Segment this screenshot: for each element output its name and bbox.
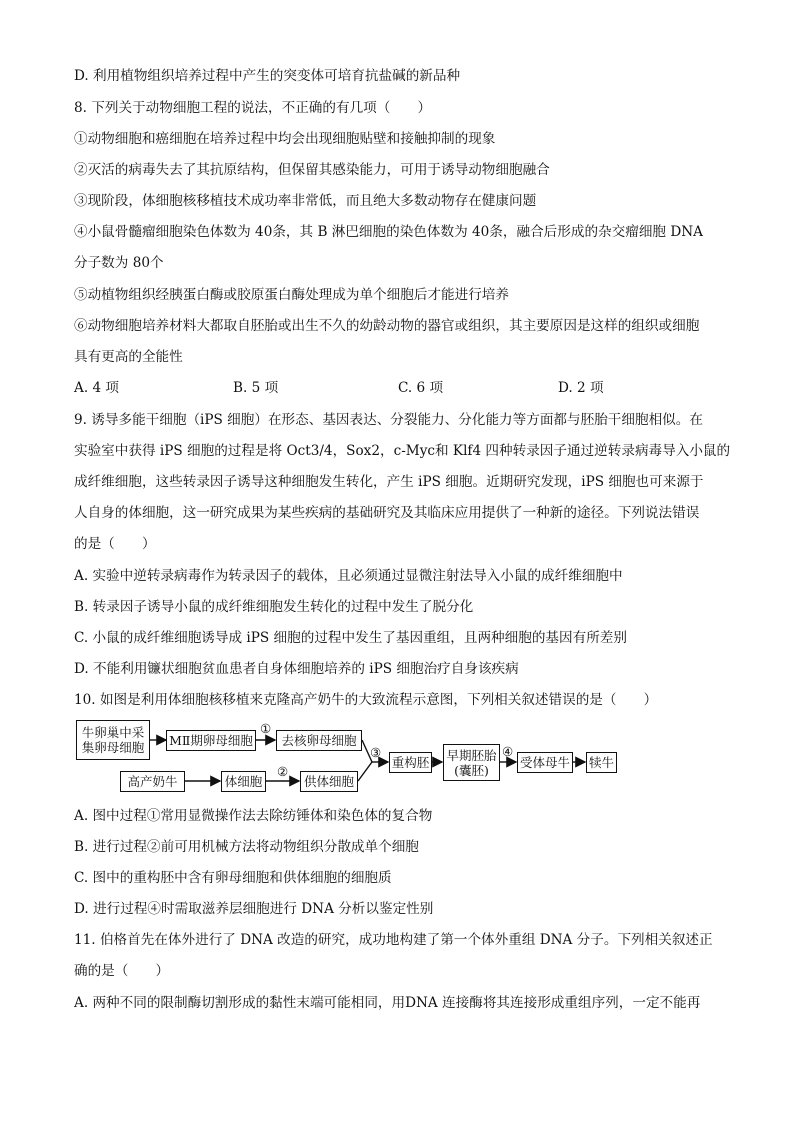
q8-statement-6-cont: 具有更高的全能性 bbox=[74, 349, 183, 365]
q10-option-a: A. 图中过程①常用显微操作法去除纺锤体和染色体的复合物 bbox=[74, 808, 433, 824]
q8-statement-1: ①动物细胞和癌细胞在培养过程中均会出现细胞贴壁和接触抑制的现象 bbox=[74, 131, 496, 147]
q10-option-b: B. 进行过程②前可用机械方法将动物组织分散成单个细胞 bbox=[74, 839, 419, 855]
box-donor-cell bbox=[300, 771, 358, 792]
q8-stem: 8. 下列关于动物细胞工程的说法，不正确的有几项（ ） bbox=[74, 100, 432, 116]
q7-option-d: D. 利用植物组织培养过程中产生的突变体可培育抗盐碱的新品种 bbox=[74, 68, 461, 84]
box-calf bbox=[586, 752, 617, 773]
q10-stem: 10. 如图是利用体细胞核移植来克隆高产奶牛的大致流程示意图，下列相关叙述错误的是（ ） bbox=[74, 692, 658, 708]
step-3-label: ③ bbox=[370, 745, 382, 760]
box-enucleated-oocyte-label: 去核卵母细胞 bbox=[281, 733, 357, 748]
q8-statement-4: ④小鼠骨髓瘤细胞染色体数为 40条，其 B 淋巴细胞的染色体数为 40条，融合后形成的杂交瘤细胞 DNA bbox=[74, 224, 703, 240]
q11-option-a: A. 两种不同的限制酶切割形成的黏性末端可能相同，用DNA 连接酶将其连接形成重组序列，一定不能再 bbox=[74, 995, 701, 1011]
step-1-label: ① bbox=[260, 721, 272, 736]
box-donor-cell-label: 供体细胞 bbox=[303, 774, 354, 789]
box-enucleated-oocyte bbox=[276, 730, 362, 751]
box-early-embryo-line2: (囊胚) bbox=[454, 762, 489, 778]
box-recipient-cow bbox=[517, 752, 573, 773]
box-calf-label: 犊牛 bbox=[588, 755, 614, 770]
q9-stem-5: 的是（ ） bbox=[74, 536, 156, 552]
box-somatic-cell bbox=[221, 771, 266, 792]
box-early-embryo bbox=[443, 744, 500, 781]
q8-option-b: B. 5 项 bbox=[233, 380, 279, 396]
box-reconstructed-embryo-label: 重构胚 bbox=[391, 755, 430, 770]
q9-option-b: B. 转录因子诱导小鼠的成纤维细胞发生转化的过程中发生了脱分化 bbox=[74, 599, 474, 615]
box-high-yield-cow-label: 高产奶牛 bbox=[127, 774, 178, 789]
q9-stem-3: 成纤维细胞，这些转录因子诱导这种细胞发生转化，产生 iPS 细胞。近期研究发现，iPS 细胞也可来源于 bbox=[74, 474, 704, 490]
q8-option-c: C. 6 项 bbox=[398, 380, 444, 396]
q8-statement-6: ⑥动物细胞培养材料大都取自胚胎或出生不久的幼龄动物的器官或组织，其主要原因是这样的组织或细胞 bbox=[74, 318, 700, 334]
box-collect-oocytes-line2: 集卵母细胞 bbox=[81, 740, 145, 755]
q8-option-d: D. 2 项 bbox=[558, 380, 604, 396]
q9-option-d: D. 不能利用镰状细胞贫血患者自身体细胞培养的 iPS 细胞治疗自身该疾病 bbox=[74, 661, 519, 677]
q9-stem-2: 实验室中获得 iPS 细胞的过程是将 Oct3/4，Sox2，c-Myc和 Klf4 四种转录因子通过逆转录病毒导入小鼠的 bbox=[74, 443, 731, 459]
box-reconstructed-embryo bbox=[389, 752, 432, 773]
q9-stem-1: 9. 诱导多能干细胞（iPS 细胞）在形态、基因表达、分裂能力、分化能力等方面都与胚胎干细胞相似。在 bbox=[74, 412, 703, 428]
q9-option-c: C. 小鼠的成纤维细胞诱导成 iPS 细胞的过程中发生了基因重组，且两种细胞的基因有所差别 bbox=[74, 630, 627, 646]
box-mii-oocyte bbox=[166, 730, 256, 751]
q8-statement-4-cont: 分子数为 80个 bbox=[74, 255, 164, 271]
q11-stem-1: 11. 伯格首先在体外进行了 DNA 改造的研究，成功地构建了第一个体外重组 DNA 分子。下列相关叙述正 bbox=[74, 932, 713, 948]
box-recipient-cow-label: 受体母牛 bbox=[519, 755, 570, 770]
box-mii-oocyte-label: MⅡ期卵母细胞 bbox=[169, 733, 253, 748]
box-somatic-cell-label: 体细胞 bbox=[224, 774, 263, 789]
box-collect-oocytes bbox=[76, 720, 150, 760]
q8-statement-5: ⑤动植物组织经胰蛋白酶或胶原蛋白酶处理成为单个细胞后才能进行培养 bbox=[74, 287, 509, 303]
q8-option-a: A. 4 项 bbox=[74, 380, 120, 396]
q8-statement-2: ②灭活的病毒失去了其抗原结构，但保留其感染能力，可用于诱导动物细胞融合 bbox=[74, 162, 550, 178]
box-high-yield-cow bbox=[120, 771, 185, 792]
q9-option-a: A. 实验中逆转录病毒作为转录因子的载体，且必须通过显微注射法导入小鼠的成纤维细胞中 bbox=[74, 568, 623, 584]
q11-stem-2: 确的是（ ） bbox=[74, 963, 170, 979]
q8-statement-3: ③现阶段，体细胞核移植技术成功率非常低，而且绝大多数动物存在健康问题 bbox=[74, 193, 537, 209]
box-early-embryo-line1: 早期胚胎 bbox=[446, 747, 497, 763]
step-4-label: ④ bbox=[502, 744, 514, 759]
step-2-label: ② bbox=[277, 764, 289, 779]
box-collect-oocytes-line1: 牛卵巢中采 bbox=[81, 725, 145, 740]
q9-stem-4: 人自身的体细胞，这一研究成果为某些疾病的基础研究及其临床应用提供了一种新的途径。下列说法错误 bbox=[74, 505, 700, 521]
q10-option-c: C. 图中的重构胚中含有卵母细胞和供体细胞的细胞质 bbox=[74, 870, 392, 886]
q10-option-d: D. 进行过程④时需取滋养层细胞进行 DNA 分析以鉴定性别 bbox=[74, 901, 434, 917]
